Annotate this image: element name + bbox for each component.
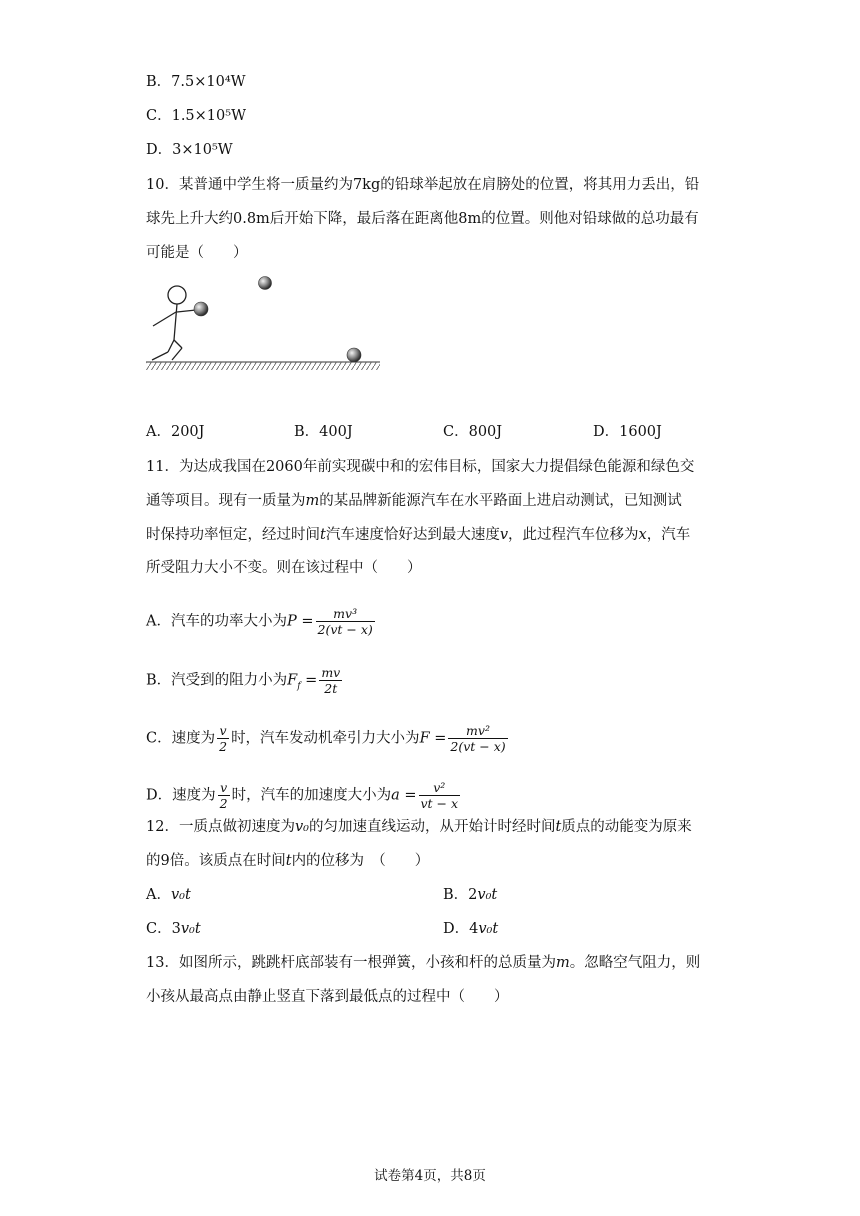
q12-stem-line1 xyxy=(146,817,692,837)
fraction-numerator: mv xyxy=(321,665,341,680)
q12-option-value: v₀t xyxy=(180,921,201,937)
q12-text: 12．一质点做初速度为 xyxy=(146,819,295,835)
q11-option-d xyxy=(146,780,462,811)
q12-var-v0: v₀ xyxy=(294,819,309,835)
q11-stem-line1: 11．为达成我国在2060年前实现碳中和的宏伟目标，国家大力提倡绿色能源和绿色交 xyxy=(146,459,695,475)
q12-option-label: C．3 xyxy=(146,921,181,937)
q12-text: 的匀加速直线运动，从开始计时经时间 xyxy=(308,819,556,835)
shot-ball-in-hand-icon xyxy=(194,302,208,316)
formula-lhs: a = xyxy=(391,787,417,804)
q10-figure xyxy=(144,270,384,380)
q11-var-t: t xyxy=(320,527,326,543)
q12-text: 的9倍。该质点在时间 xyxy=(146,853,286,869)
q12-text: 质点的动能变为原来 xyxy=(561,819,692,835)
q10-stem-line2: 球先上升大约0.8m后开始下降，最后落在距离他8m的位置。则他对铅球做的总功最有 xyxy=(146,211,699,227)
q11-stem-line3 xyxy=(146,525,690,545)
formula-lhs: F = xyxy=(419,730,447,747)
fraction-numerator: v xyxy=(217,723,229,739)
q12-option-value: v₀t xyxy=(477,887,498,903)
q11-text: 通等项目。现有一质量为 xyxy=(146,493,306,509)
q11-stem-line4: 所受阻力大小不变。则在该过程中（ ） xyxy=(146,560,422,576)
q11-var-v: v xyxy=(499,527,509,543)
q12-option-a xyxy=(146,885,191,905)
q11-text: ，汽车 xyxy=(646,527,691,543)
q10-option-d: D．1600J xyxy=(593,424,662,440)
q12-option-value: v₀t xyxy=(478,921,499,937)
q12-var-t: t xyxy=(285,853,292,869)
q11-text: ，此过程汽车位移为 xyxy=(508,527,639,543)
fraction-numerator: mv³ xyxy=(316,606,375,622)
page-footer: 试卷第4页，共8页 xyxy=(374,1168,486,1184)
q11-option-c xyxy=(146,723,510,754)
q11-text: 时保持功率恒定，经过时间 xyxy=(146,527,320,543)
q12-option-label: A． xyxy=(146,887,171,903)
shot-ball-apex-icon xyxy=(259,277,272,290)
q9-option-b: B．7.5×10⁴W xyxy=(146,74,246,90)
q11-option-d-label: D．速度为 xyxy=(146,787,216,804)
q10-stem-line3: 可能是（ ） xyxy=(146,245,248,261)
fraction-denominator: 2t xyxy=(324,681,338,696)
q12-text: 内的位移为 （ ） xyxy=(291,853,430,869)
formula-lhs: P = xyxy=(286,613,314,630)
fraction xyxy=(217,723,229,754)
q11-option-b-label: B．汽受到的阻力小为 xyxy=(146,672,288,689)
q12-var-t: t xyxy=(555,819,562,835)
q10-stem-line1: 10．某普通中学生将一质量约为7kg的铅球举起放在肩膀处的位置，将其用力丢出，铅 xyxy=(146,177,700,193)
q12-stem-line2 xyxy=(146,851,429,871)
q12-option-c xyxy=(146,919,201,939)
q10-option-a: A．200J xyxy=(146,424,205,440)
fraction-numerator: mv² xyxy=(448,723,507,739)
fraction xyxy=(218,780,230,811)
q11-option-a xyxy=(146,606,377,637)
fraction-denominator: 2 xyxy=(219,739,228,754)
q12-option-value: v₀t xyxy=(170,887,191,903)
fraction xyxy=(316,606,375,637)
fraction xyxy=(448,723,507,754)
q10-option-c: C．800J xyxy=(443,424,503,440)
stick-figure-icon xyxy=(152,286,196,360)
q9-option-d: D．3×10⁵W xyxy=(146,142,233,158)
fraction xyxy=(419,780,461,811)
fraction-numerator: v xyxy=(218,780,230,796)
q11-text: 时，汽车发动机牵引力大小为 xyxy=(231,730,420,747)
q12-option-label: D．4 xyxy=(443,921,479,937)
q13-text: 13．如图所示，跳跳杆底部装有一根弹簧，小孩和杆的总质量为 xyxy=(146,955,556,971)
q13-var-m: m xyxy=(555,955,570,971)
q13-stem-line2: 小孩从最高点由静止竖直下落到最低点的过程中（ ） xyxy=(146,989,509,1005)
q13-stem-line1 xyxy=(146,953,700,973)
fraction xyxy=(319,665,342,696)
q11-stem-line2 xyxy=(146,491,682,511)
formula-subscript: f xyxy=(297,681,301,692)
ground-hatch-icon xyxy=(146,362,380,370)
q11-var-m: m xyxy=(305,493,320,509)
q13-text: 。忽略空气阻力，则 xyxy=(569,955,701,971)
q11-text: 时，汽车的加速度大小为 xyxy=(231,787,392,804)
formula-equals: = xyxy=(300,672,318,689)
formula-lhs: F xyxy=(287,672,298,689)
q10-option-b: B．400J xyxy=(294,424,353,440)
q12-option-label: B．2 xyxy=(443,887,478,903)
q11-option-a-label: A．汽车的功率大小为 xyxy=(146,613,287,630)
fraction-denominator: 2(vt − x) xyxy=(450,739,506,754)
shot-ball-landed-icon xyxy=(347,348,361,362)
fraction-numerator: v² xyxy=(419,780,461,796)
q11-text: 汽车速度恰好达到最大速度 xyxy=(325,527,500,543)
q11-option-b xyxy=(146,665,344,696)
q11-text: 的某品牌新能源汽车在水平路面上进启动测试，已知测试 xyxy=(319,493,682,509)
q11-option-c-label: C．速度为 xyxy=(146,730,216,747)
q9-option-c: C．1.5×10⁵W xyxy=(146,108,246,124)
fraction-denominator: vt − x xyxy=(420,796,459,811)
q12-option-b xyxy=(443,885,497,905)
fraction-denominator: 2 xyxy=(219,796,228,811)
q11-var-x: x xyxy=(638,527,647,543)
fraction-denominator: 2(vt − x) xyxy=(317,622,373,637)
q12-option-d xyxy=(443,919,498,939)
